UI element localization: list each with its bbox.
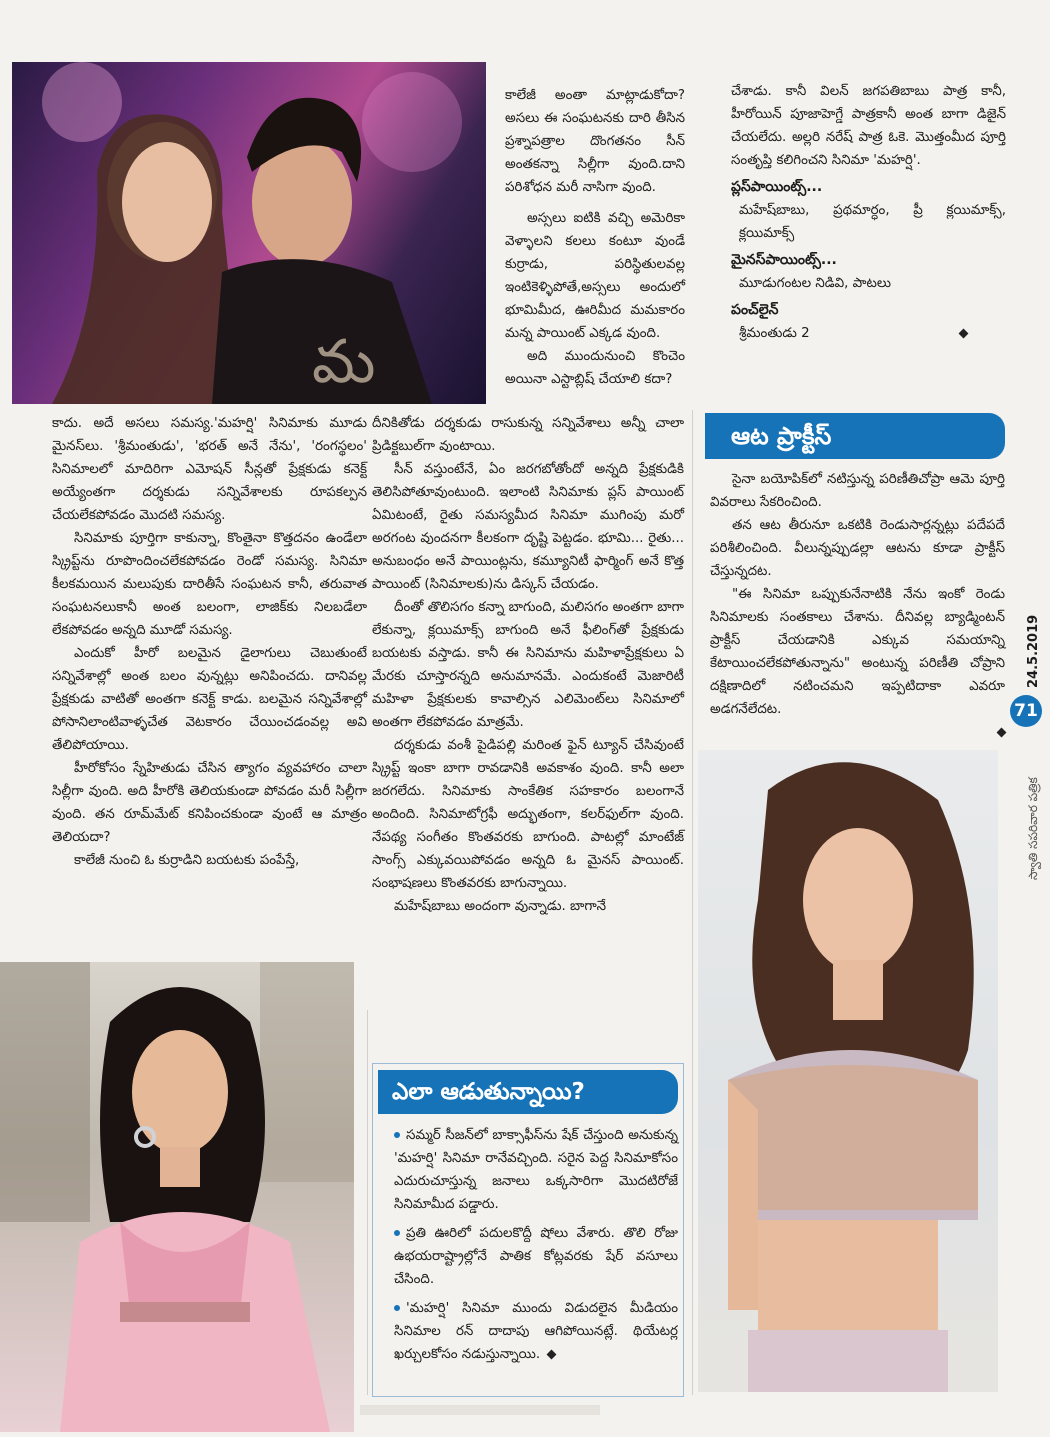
paragraph: కాదు. అదే అసలు సమస్య.'మహర్షి' సినిమాకు మూడు మైనస్‌లు. 'శ్రీమంతుడు', 'భరత్ అనే నేను', 'రంగస్థలం' సినిమాలలో మాదిరిగా ఎమోషన్ సీన్లతో ప్రేక్షకుడు కనెక్ట్ అయ్యేంతగా దర్శకుడు సన్నివేశాలకు రూపకల్పన చేయలేకపోవడం మొదటి సమస్య. [52, 416, 367, 523]
bullet-item: ప్రతి ఊరిలో పదులకొద్దీ షోలు వేశారు. తొలి రోజు ఉభయరాష్ట్రాల్లోనే పాతిక కోట్లవరకు షేర్ వసూలు చేసింది. [394, 1226, 678, 1287]
end-mark-icon [958, 329, 968, 339]
paragraph: చేశాడు. కానీ విలన్ జగపతిబాబు పాత్ర కానీ, హీరోయిన్ పూజాహెగ్డే పాత్రకానీ అంత బాగా డిజైన్ చేయలేదు. అల్లరి నరేష్ పాత్ర ఓకె. మొత్తంమీద పూర్తి సంతృప్తి కలిగించని సినిమా 'మహర్షి'. [731, 84, 1006, 168]
article-column-1 [52, 412, 367, 872]
bullet-item: 'మహర్షి' సినిమా ముందు విడుదలైన మీడియం సినిమాల రన్ దాదాపు ఆగిపోయినట్లే. థియేటర్ల ఖర్చులకోసం నడుస్తున్నాయి. [394, 1301, 678, 1362]
article-column-2 [372, 412, 684, 918]
paragraph: కాలేజీ నుంచి ఓ కుర్రాడిని బయటకు పంపేస్తే, [74, 853, 300, 868]
paragraph: దీనికితోడు దర్శకుడు రాసుకున్న సన్నివేశాలు అన్నీ చాలా ప్రిడిక్టబుల్‌గా వుంటాయి. [372, 416, 684, 454]
sidebar-title: ఆట ప్రాక్టీస్ [705, 413, 1005, 459]
actress-photo-pink [0, 962, 354, 1432]
end-mark-icon [547, 1350, 557, 1360]
paragraph: "ఈ సినిమా ఒప్పుకునేనాటికి నేను ఇంకో రెండు సినిమాలకు సంతకాలు చేశాను. దీనివల్ల బ్యాడ్మింటన్ ప్రాక్టీస్ చేయడానికి ఎక్కువ సమయాన్ని కేటాయించలేకపోతున్నాను" అంటున్న పరిణీతి చోప్రాని దక్షిణాదిలో నటించమని ఇప్పటిదాకా ఎవరూ అడగనేలేదట. [710, 587, 1005, 717]
actress-photo-parineeti [698, 750, 998, 1392]
bullet-icon [394, 1230, 400, 1236]
paragraph: సైనా బయోపిక్‌లో నటిస్తున్న పరిణీతిచోప్రా ఆమె పూర్తి వివరాలు సేకరించింది. [710, 472, 1005, 510]
svg-text:మ: మ [312, 327, 376, 397]
article-column-2-top [505, 84, 685, 391]
bullet-icon [394, 1132, 400, 1138]
bullet-icon [394, 1305, 400, 1311]
paragraph: సీన్ వస్తుంటేనే, ఏం జరగబోతోందో అన్నది ప్రేక్షకుడికి తెలిసిపోతూవుంటుంది. ఇలాంటి సినిమాకు ప్లస్ పాయింట్ ఏమిటంటే, రైతు సమస్యమీద సినిమా ముగింపు మరో అరగంట వుందనగా కీలకంగా దృష్టి పెట్టడం. భూమి... రైతు... అనుబంధం అనే పాయింట్లను, కమ్యూనిటీ ఫార్మింగ్ అనే కొత్త పాయింట్ (సినిమాలకు)ను డిస్కస్ చేయడం. [372, 462, 684, 592]
paragraph: సినిమాకు పూర్తిగా కాకున్నా, కొంతైనా కొత్తదనం ఉండేలా స్క్రిప్ట్‌ను రూపొందించలేకపోవడం రెండో సమస్య. సినిమా కీలకమయిన మలుపుకు దారితీసే సంఘటన కానీ, తరువాత సంఘటనలుకానీ అంత బలంగా, లాజిక్‌కు నిలబడేలా లేకపోవడం అన్నది మూడో సమస్య. [52, 531, 367, 638]
plus-points-text: మహేష్‌బాబు, ప్రథమార్ధం, ప్రీ క్లయిమాక్స్, క్లయిమాక్స్ [739, 203, 1006, 241]
paragraph: అస్సలు ఐటికి వచ్చి అమెరికా వెళ్ళాలని కలలు కంటూ వుండే కుర్రాడు, పరిస్థితులవల్ల ఇంటికెళ్ళిపోతే,అస్సలు అందులో భూమిమీద, ఊరిమీద మమకారం మన్న పాయింట్ ఎక్కడ వుంది. [505, 211, 685, 341]
paragraph: దర్శకుడు వంశీ పైడిపల్లి మరింత ఫైన్ ట్యూన్ చేసివుంటే స్క్రిప్ట్ ఇంకా బాగా రావడానికి అవకాశం వుంది. కానీ అలా జరగలేదు. సినిమాకు సాంకేతిక సహకారం బలంగానే అందింది. సినిమాటోగ్రఫీ అద్భుతంగా, కలర్‌ఫుల్‌గా వుంది. నేపథ్య సంగీతం కొంతవరకు బాగుంది. పాటల్లో మాంటేజ్ సాంగ్స్ ఎక్కువయిపోవడం అన్నది ఓ మైనస్ పాయింట్. సంభాషణలు కొంతవరకు బాగున్నాయి. [372, 738, 684, 891]
collections-box-text [382, 1122, 678, 1372]
plus-points-heading: ప్లస్‌పాయింట్స్... [731, 179, 823, 195]
punchline-heading: పంచ్‌లైన్ [731, 302, 779, 318]
magazine-name: స్వాతి సపరివార పత్రిక [1026, 777, 1040, 880]
bullet-item: సమ్మర్ సీజన్‌లో బాక్సాఫీస్‌ను షేక్ చేస్తుంది అనుకున్న 'మహర్షి' సినిమా రానేవచ్చింది. సరైన పెద్ద సినిమాకోసం ఎదురుచూస్తున్న జనాలు ఒక్కసారిగా మొదటిరోజే సినిమామీద పడ్డారు. [394, 1128, 678, 1212]
page-footer-smudge [360, 1405, 600, 1415]
paragraph: హీరోకోసం స్నేహితుడు చేసిన త్యాగం వ్యవహారం చాలా సిల్లీగా వుంది. అది హీరోకి తెలియకుండా పోవడం మరీ సిల్లీగా వుంది. తన రూమ్‌మేట్ కనిపించకుండా వుంటే ఆ మాత్రం తెలియదా? [52, 761, 367, 845]
collections-box-title: ఎలా ఆడుతున్నాయి? [378, 1070, 678, 1114]
sidebar-text [710, 468, 1005, 744]
paragraph: అది ముందునుంచి కొంచెం అయినా ఎస్టాబ్లిష్ చేయాలి కదా? [505, 349, 685, 387]
movie-still-photo [12, 62, 486, 404]
article-column-3-top [731, 80, 1006, 345]
column-divider [367, 1010, 368, 1395]
paragraph: మహేష్‌బాబు అందంగా వున్నాడు. బాగానే [394, 899, 607, 914]
end-mark-icon [997, 728, 1007, 738]
paragraph: దీంతో తొలిసగం కన్నా బాగుంది, మలిసగం అంతగా బాగా లేకున్నా, క్లయిమాక్స్ బాగుంది అనే ఫీలింగ్‌తో ప్రేక్షకుడు బయటకు వస్తాడు. కానీ ఈ సినిమాను మహిళాప్రేక్షకులు ఏ మేరకు చూస్తారన్నది అనుమానమే. ఎందుకంటే మెజారిటీ మహిళా ప్రేక్షకులకు కావాల్సిన ఎలిమెంట్‌లు సినిమాలో అంతగా లేకపోవడం మాత్రమే. [372, 600, 684, 730]
paragraph: ఎందుకో హీరో బలమైన డైలాగులు చెబుతుంటే సన్నివేశాల్లో అంత బలం వున్నట్లు అనిపించదు. దానివల్ల ప్రేక్షకుడు వాటితో అంతగా కనెక్ట్ కాడు. బలమైన సన్నివేశాల్లో పోసానిలాంటివాళ్ళచేత వెటకారం చేయించడంవల్ల అవి తేలిపోయాయి. [52, 646, 367, 753]
paragraph: కాలేజీ అంతా మాట్లాడుకోదా? అసలు ఈ సంఘటనకు దారి తీసిన ప్రశ్నాపత్రాల దొంగతనం సీన్ అంతకన్నా సిల్లీగా వుంది.దాని పరిశోధన మరీ నాసిగా వుంది. [505, 88, 685, 195]
minus-points-heading: మైనస్‌పాయింట్స్... [731, 252, 837, 268]
column-divider [692, 410, 693, 1395]
issue-date: 24.5.2019 [1026, 614, 1041, 688]
minus-points-text: మూడుగంటల నిడివి, పాటలు [739, 276, 891, 291]
page-number-badge: 71 [1010, 695, 1042, 727]
punchline-text: శ్రీమంతుడు 2 [731, 322, 1006, 345]
paragraph: తన ఆట తీరునూ ఒకటికి రెండుసార్లన్నట్లు పదేపదే పరిశీలించింది. వీలున్నప్పుడల్లా ఆటను కూడా ప్రాక్టీస్ చేస్తున్నదట. [710, 518, 1005, 579]
